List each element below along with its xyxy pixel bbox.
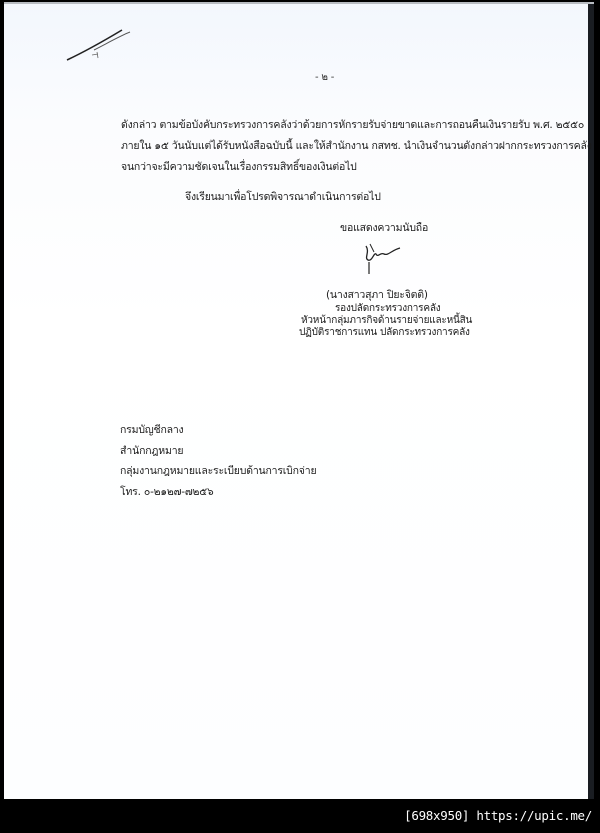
signatory-title-2: หัวหน้ากลุ่มภารกิจด้านรายจ่ายและหนี้สิน [301, 315, 473, 326]
signatory-title-3: ปฏิบัติราชการแทน ปลัดกระทรวงการคลัง [299, 327, 470, 338]
closing-line: จึงเรียนมาเพื่อโปรดพิจารณาดำเนินการต่อไป [185, 191, 381, 203]
sender-phone: โทร. ๐-๒๑๒๗-๗๒๕๖ [120, 486, 214, 498]
body-line-2: ภายใน ๑๕ วันนับแต่ได้รับหนังสือฉบับนี้ และให้สำนักงาน กสทช. นำเงินจำนวนดังกล่าวฝากกระทรวงการคลัง [121, 140, 592, 152]
sender-office: สำนักกฎหมาย [120, 445, 184, 457]
sender-group: กลุ่มงานกฎหมายและระเบียบด้านการเบิกจ่าย [120, 465, 317, 477]
handwritten-signature-icon [360, 240, 404, 276]
signatory-name: (นางสาวสุภา ปิยะจิตติ) [326, 289, 428, 301]
scanned-page [4, 2, 594, 801]
regards-line: ขอแสดงความนับถือ [340, 222, 429, 234]
watermark-text: [698x950] https://upic.me/ [404, 808, 592, 823]
page-number: - ๒ - [315, 72, 335, 83]
scan-edge [588, 4, 594, 801]
signatory-title-1: รองปลัดกระทรวงการคลัง [335, 303, 441, 314]
initials-signature-icon [64, 28, 134, 64]
body-line-3: จนกว่าจะมีความชัดเจนในเรื่องกรรมสิทธิ์ของเงินต่อไป [121, 161, 357, 173]
body-line-1: ดังกล่าว ตามข้อบังคับกระทรวงการคลังว่าด้วยการหักรายรับจ่ายขาดและการถอนคืนเงินรายรับ พ.ศ. ๒๕๕๐ [121, 119, 585, 131]
image-host-watermark-bar [0, 799, 600, 833]
sender-department: กรมบัญชีกลาง [120, 424, 184, 436]
